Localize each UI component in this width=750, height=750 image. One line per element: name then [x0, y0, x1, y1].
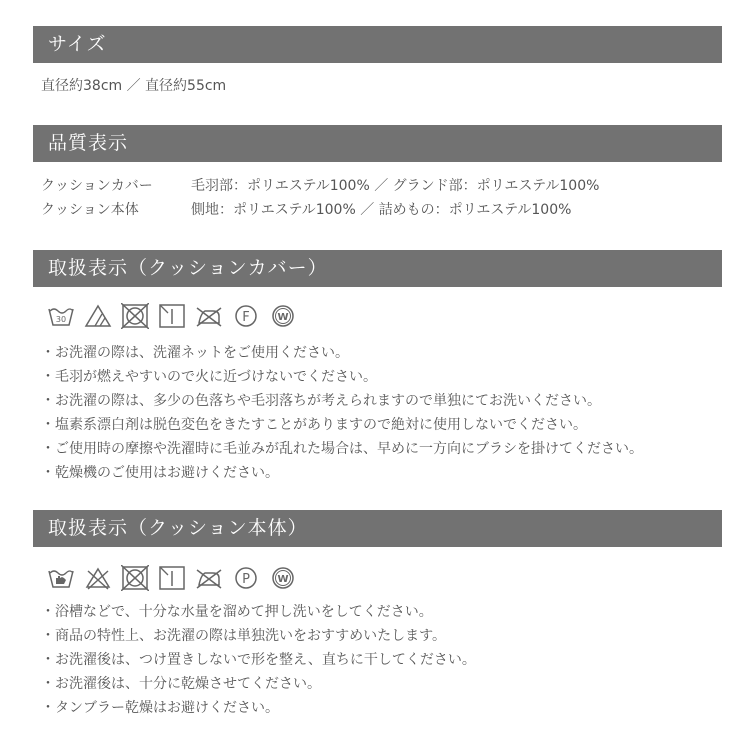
no-tumble-dry-icon [121, 302, 158, 330]
quality-row-label: クッション本体 [41, 202, 139, 218]
list-item: ・お洗濯の際は、洗濯ネットをご使用ください。 [41, 345, 349, 361]
wetclean-letter: W [277, 574, 289, 585]
list-item: ・毛羽が燃えやすいので火に近づけないでください。 [41, 369, 377, 385]
quality-section-title: 品質表示 [33, 125, 722, 162]
dryclean-f-icon [232, 302, 269, 330]
wetclean-w-icon [269, 302, 306, 330]
list-item: ・お洗濯後は、つけ置きしないで形を整え、直ちに干してください。 [41, 652, 476, 668]
dryclean-letter: F [242, 310, 250, 325]
line-dry-shade-icon [158, 302, 195, 330]
list-item: ・ご使用時の摩擦や洗濯時に毛並みが乱れた場合は、早めに一方向にブラシを掛けてください。 [41, 441, 643, 457]
no-tumble-dry-icon [121, 564, 158, 592]
list-item: ・塩素系漂白剤は脱色変色をきたすことがありますので絶対に使用しないでください。 [41, 417, 587, 433]
quality-row-value: 側地：ポリエステル100% ／ 詰めもの：ポリエステル100% [191, 202, 572, 218]
list-item: ・乾燥機のご使用はお避けください。 [41, 465, 279, 481]
quality-row [41, 200, 571, 220]
wetclean-letter: W [277, 312, 289, 323]
quality-row-value: 毛羽部：ポリエステル100% ／ グランド部：ポリエステル100% [191, 178, 600, 194]
wetclean-w-icon [269, 564, 306, 592]
care-body-icons [47, 564, 306, 592]
wash-temp-label: 30 [55, 315, 67, 324]
care-cover-icons [47, 302, 306, 330]
size-text: 直径約38cm ／ 直径約55cm [41, 78, 227, 94]
no-iron-icon [195, 564, 232, 592]
list-item: ・お洗濯の際は、多少の色落ちや毛羽落ちが考えられますので単独にてお洗いください。 [41, 393, 601, 409]
care-cover-section-title: 取扱表示（クッションカバー） [33, 250, 722, 287]
hand-wash-icon [47, 564, 84, 592]
list-item: ・商品の特性上、お洗濯の際は単独洗いをおすすめいたします。 [41, 628, 447, 644]
size-section-title: サイズ [33, 26, 722, 63]
list-item: ・浴槽などで、十分な水量を溜めて押し洗いをしてください。 [41, 604, 433, 620]
care-body-notes [41, 600, 476, 720]
no-bleach-icon [84, 564, 121, 592]
care-cover-notes [41, 341, 643, 485]
quality-row [41, 176, 599, 196]
wash-30-icon [47, 302, 84, 330]
list-item: ・お洗濯後は、十分に乾燥させてください。 [41, 676, 321, 692]
bleach-oxygen-only-icon [84, 302, 121, 330]
line-dry-shade-icon [158, 564, 195, 592]
dryclean-letter: P [242, 572, 250, 587]
dryclean-p-icon [232, 564, 269, 592]
no-iron-icon [195, 302, 232, 330]
care-body-section-title: 取扱表示（クッション本体） [33, 510, 722, 547]
list-item: ・タンブラー乾燥はお避けください。 [41, 700, 279, 716]
quality-row-label: クッションカバー [41, 178, 153, 194]
